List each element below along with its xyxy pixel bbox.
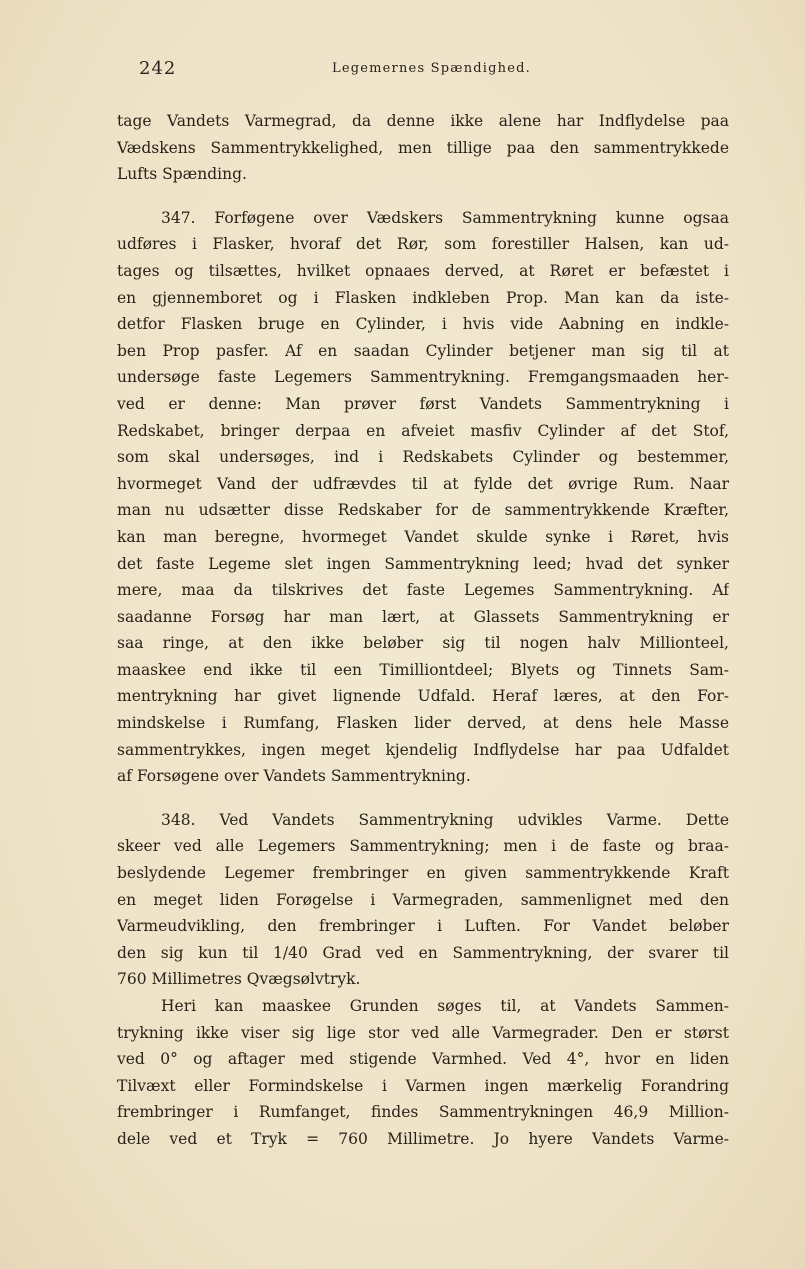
- text-line: udføres i Flasker, hvoraf det Rør, som forestiller Halsen, kan ud-: [117, 235, 729, 254]
- text-line: tages og tilsættes, hvilket opnaaes derved, at Røret er befæstet i: [117, 261, 729, 280]
- text-line: ved er denne: Man prøver først Vandets Sammentrykning i: [117, 394, 729, 413]
- text-line: undersøge faste Legemers Sammentrykning. Fremgangsmaaden her-: [117, 368, 729, 387]
- paragraph-348: [117, 807, 729, 993]
- text-line: ben Prop pasfer. Af en saadan Cylinder betjener man sig til at: [117, 341, 729, 360]
- running-title: Legemernes Spændighed.: [332, 61, 531, 76]
- text-line: tage Vandets Varmegrad, da denne ikke alene har Indflydelse paa: [117, 112, 729, 130]
- text-line: Vædskens Sammentrykkelighed, men tillige paa den sammentrykkede: [117, 138, 729, 157]
- text-line: saadanne Forsøg har man lært, at Glassets Sammentrykning er: [117, 607, 729, 626]
- text-line: af Forsøgene over Vandets Sammentrykning.: [117, 767, 471, 786]
- text-line: maaskee end ikke til een Timilliontdeel; Blyets og Tinnets Sam-: [117, 660, 729, 679]
- paragraph-348-continued: [117, 993, 729, 1153]
- text-line: dele ved et Tryk = 760 Millimetre. Jo hyere Vandets Varme-: [117, 1129, 729, 1148]
- text-line: Tilvæxt eller Formindskelse i Varmen ingen mærkelig Forandring: [117, 1076, 729, 1095]
- text-line: beslydende Legemer frembringer en given sammentrykkende Kraft: [117, 864, 729, 883]
- text-line: Heri kan maaskee Grunden søges til, at Vandets Sammen-: [161, 997, 729, 1015]
- text-line: den sig kun til 1/40 Grad ved en Sammentrykning, der svarer til: [117, 943, 729, 962]
- paragraph-347: [117, 205, 729, 790]
- text-line: man nu udsætter disse Redskaber for de sammentrykkende Kræfter,: [117, 501, 729, 520]
- text-line: saa ringe, at den ikke beløber sig til nogen halv Millionteel,: [117, 634, 729, 653]
- text-line: frembringer i Rumfanget, findes Sammentrykningen 46,9 Million-: [117, 1103, 729, 1122]
- text-line: 348. Ved Vandets Sammentrykning udvikles Varme. Dette: [161, 810, 729, 829]
- text-line: som skal undersøges, ind i Redskabets Cylinder og bestemmer,: [117, 448, 729, 467]
- running-header: [117, 58, 729, 82]
- text-line: mentrykning har givet lignende Udfald. Heraf læres, at den For-: [117, 687, 729, 706]
- text-line: Varmeudvikling, den frembringer i Luften. For Vandet beløber: [117, 917, 729, 936]
- text-line: sammentrykkes, ingen meget kjendelig Indflydelse har paa Udfaldet: [117, 740, 729, 759]
- text-line: en meget liden Forøgelse i Varmegraden, sammenlignet med den: [117, 890, 729, 909]
- text-line: Lufts Spænding.: [117, 165, 247, 184]
- text-line: mindskelse i Rumfang, Flasken lider derved, at dens hele Masse: [117, 714, 729, 733]
- text-line: mere, maa da tilskrives det faste Legemes Sammentrykning. Af: [117, 581, 729, 600]
- text-line: trykning ikke viser sig lige stor ved alle Varmegrader. Den er størst: [117, 1023, 729, 1042]
- text-line: Redskabet, bringer derpaa en afveiet masfiv Cylinder af det Stof,: [117, 421, 729, 440]
- paragraph-continuation: [117, 108, 729, 188]
- text-line: ved 0° og aftager med stigende Varmhed. Ved 4°, hvor en liden: [117, 1050, 729, 1069]
- text-line: 760 Millimetres Qvægsølvtryk.: [117, 970, 361, 989]
- text-line: en gjennemboret og i Flasken indkleben Prop. Man kan da iste-: [117, 288, 729, 307]
- text-line: skeer ved alle Legemers Sammentrykning; men i de faste og braa-: [117, 837, 729, 856]
- text-line: detfor Flasken bruge en Cylinder, i hvis vide Aabning en indkle-: [117, 315, 729, 334]
- text-line: 347. Forføgene over Vædskers Sammentrykning kunne ogsaa: [161, 208, 729, 227]
- text-line: kan man beregne, hvormeget Vandet skulde synke i Røret, hvis: [117, 527, 729, 546]
- body-text: [117, 108, 729, 1153]
- page-number: 242: [139, 58, 177, 79]
- text-line: det faste Legeme slet ingen Sammentrykning leed; hvad det synker: [117, 554, 729, 573]
- text-line: hvormeget Vand der udfrævdes til at fylde det øvrige Rum. Naar: [117, 474, 729, 493]
